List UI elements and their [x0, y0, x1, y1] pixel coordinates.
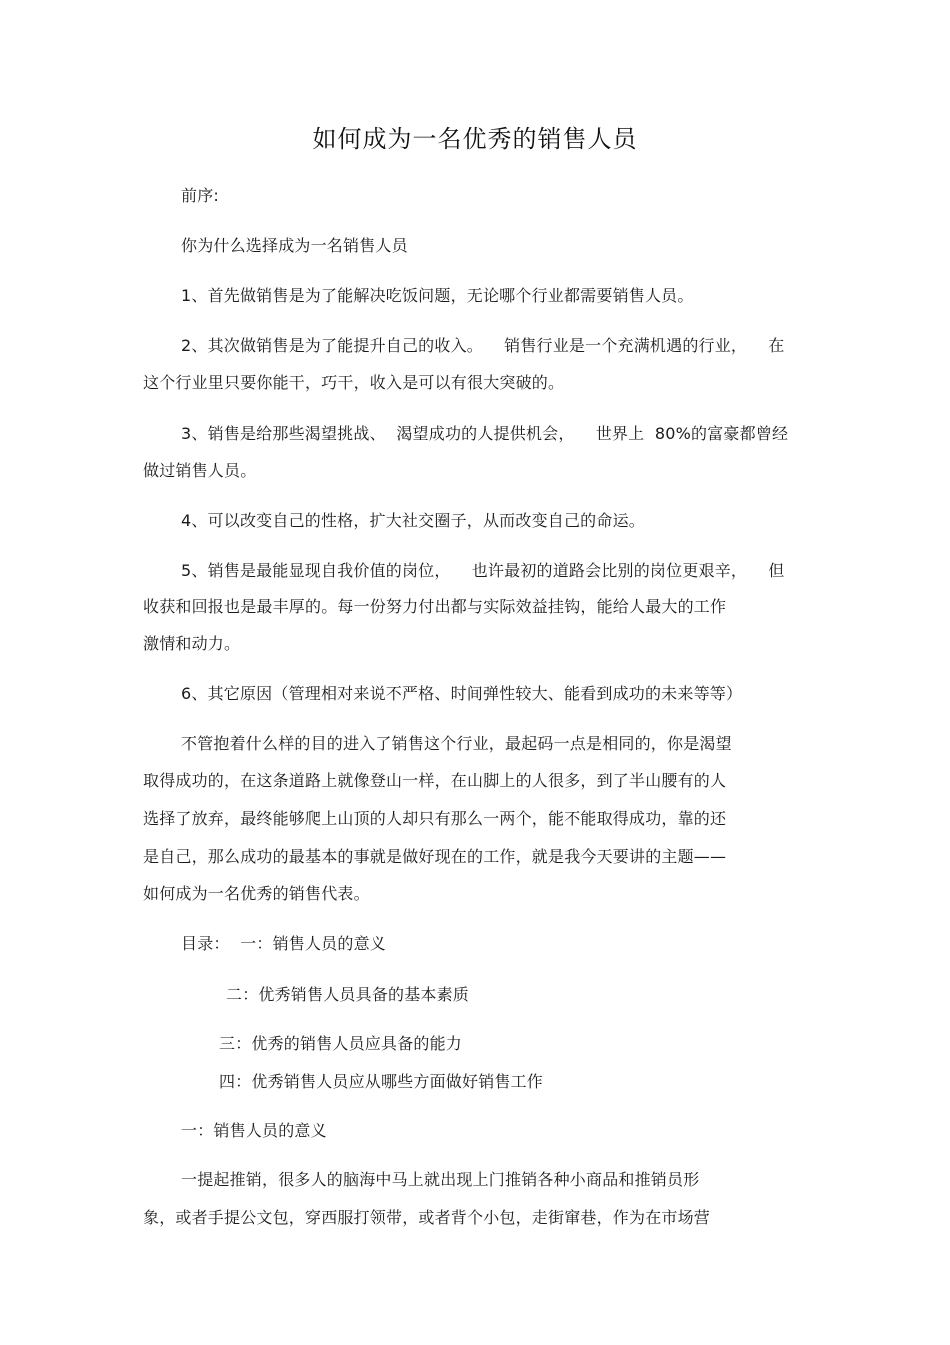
- reason-5-line-1: 5、销售是最能显现自我价值的岗位， 也许最初的道路会比别的岗位更艰辛， 但: [181, 561, 785, 580]
- paragraph-line: 取得成功的，在这条道路上就像登山一样，在山脚上的人很多，到了半山腰有的人: [143, 771, 727, 790]
- paragraph-line: 象，或者手提公文包，穿西服打领带，或者背个小包，走街窜巷，作为在市场营: [143, 1208, 711, 1227]
- paragraph-line: 选择了放弃，最终能够爬上山顶的人却只有那么一两个，能不能取得成功，靠的还: [143, 809, 727, 828]
- toc-item: 目录： 一：销售人员的意义: [181, 934, 386, 953]
- reason-6: 6、其它原因（管理相对来说不严格、时间弹性较大、能看到成功的未来等等）: [181, 684, 743, 703]
- paragraph-line: 是自己，那么成功的最基本的事就是做好现在的工作，就是我今天要讲的主题——: [143, 847, 727, 866]
- preface-label: 前序:: [181, 186, 219, 205]
- reason-3-line-1: 3、销售是给那些渴望挑战、 渴望成功的人提供机会， 世界上 80%的富豪都曾经: [181, 424, 789, 443]
- reason-4: 4、可以改变自己的性格，扩大社交圈子，从而改变自己的命运。: [181, 511, 645, 530]
- reason-3-line-2: 做过销售人员。: [143, 461, 257, 480]
- reason-2-line-2: 这个行业里只要你能干，巧干，收入是可以有很大突破的。: [143, 373, 565, 392]
- reason-5-line-3: 激情和动力。: [143, 634, 241, 653]
- why-heading: 你为什么选择成为一名销售人员: [181, 236, 408, 255]
- reason-1: 1、首先做销售是为了能解决吃饭问题，无论哪个行业都需要销售人员。: [181, 286, 694, 305]
- paragraph-line: 如何成为一名优秀的销售代表。: [143, 884, 370, 903]
- reason-5-line-2: 收获和回报也是最丰厚的。每一份努力付出都与实际效益挂钩，能给人最大的工作: [143, 597, 727, 616]
- document-title: 如何成为一名优秀的销售人员: [312, 125, 638, 153]
- paragraph-line: 不管抱着什么样的目的进入了销售这个行业，最起码一点是相同的，你是渴望: [181, 734, 732, 753]
- paragraph-line: 一提起推销，很多人的脑海中马上就出现上门推销各种小商品和推销员形: [181, 1170, 700, 1189]
- section-heading: 一：销售人员的意义: [181, 1121, 327, 1140]
- reason-2-line-1: 2、其次做销售是为了能提升自己的收入。 销售行业是一个充满机遇的行业， 在: [181, 336, 785, 355]
- toc-item: 三：优秀的销售人员应具备的能力: [219, 1034, 463, 1053]
- toc-item: 二：优秀销售人员具备的基本素质: [226, 985, 470, 1004]
- toc-item: 四：优秀销售人员应从哪些方面做好销售工作: [219, 1072, 544, 1091]
